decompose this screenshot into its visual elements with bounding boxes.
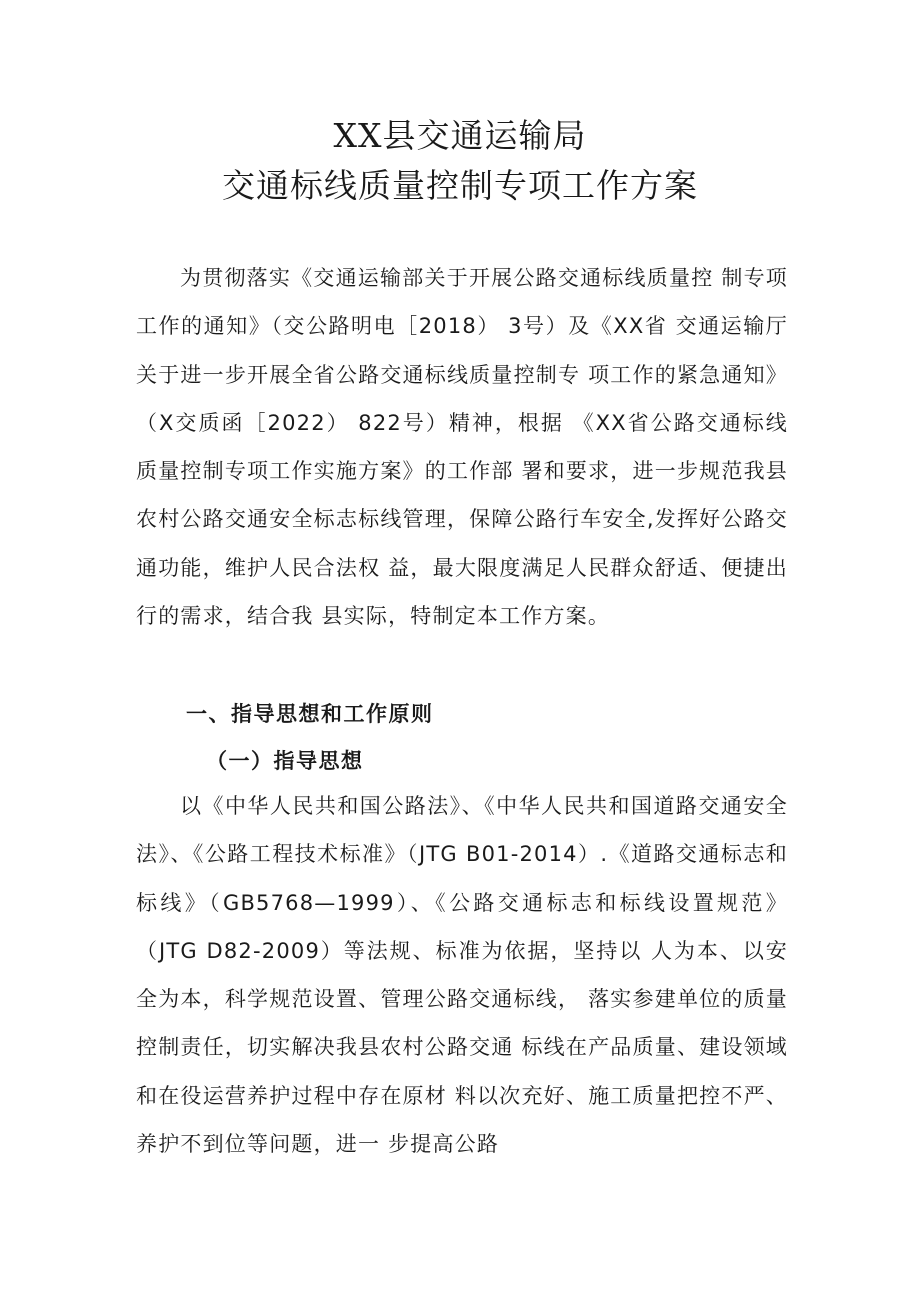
section-heading: 一、指导思想和工作原则 <box>186 702 434 726</box>
guiding-principle-paragraph: 以《中华人民共和国公路法》、《中华人民共和国道路交通安全法》、《公路工程技术标准》（JTG B01-2014）.《道路交通标志和标线》（GB5768—1999）、《公路交通标志和标线设置规范》（JTG D82-2009）等法规、标准为依据，坚持以 人为本、以安全为本，科学规范设置、管理公路交通标线， 落实参建单位的质量控制责任，切实解决我县农村公路交通 标线在产品质量、建设领域和在役运营养护过程中存在原材 料以次充好、施工质量把控不严、养护不到位等问题，进一 步提高公路 <box>136 794 788 1157</box>
document-title-plan: 交通标线质量控制专项工作方案 <box>222 166 698 205</box>
subsection-heading: （一）指导思想 <box>206 749 364 773</box>
intro-paragraph: 为贯彻落实《交通运输部关于开展公路交通标线质量控 制专项工作的通知》（交公路明电［2018） 3号）及《XX省 交通运输厅关于进一步开展全省公路交通标线质量控制专 项工作的紧急通知》（X交质函［2022） 822号）精神，根据 《XX省公路交通标线质量控制专项工作实施方案》的工作部 署和要求，进一步规范我县农村公路交通安全标志标线管理，保障公路行车安全,发挥好公路交通功能，维护人民合法权 益，最大限度满足人民群众舒适、便捷出行的需求，结合我 县实际，特制定本工作方案。 <box>136 266 788 629</box>
document-title-agency: XX县交通运输局 <box>333 116 587 155</box>
